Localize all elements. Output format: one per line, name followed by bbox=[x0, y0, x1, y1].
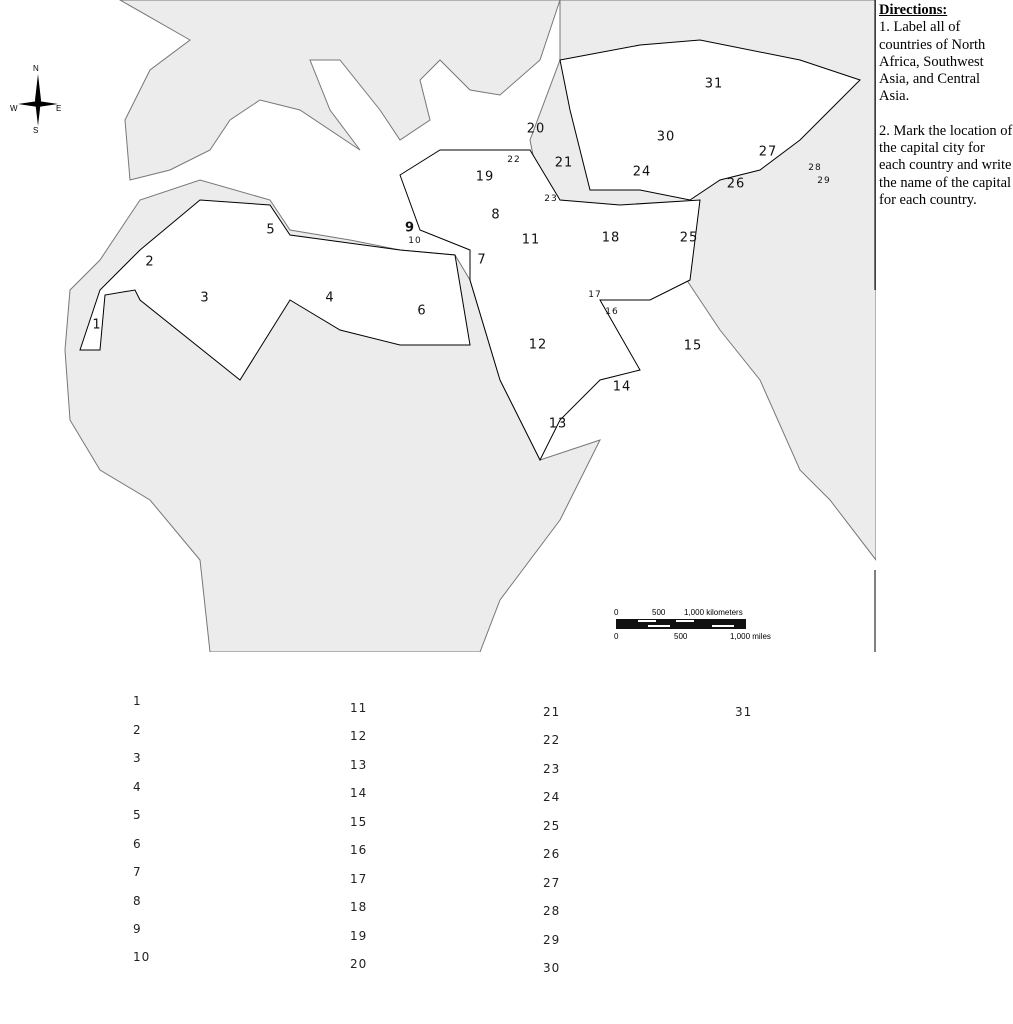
compass-rose bbox=[10, 64, 65, 139]
answer-item: 30 bbox=[543, 961, 561, 975]
answer-item: 5 bbox=[133, 808, 142, 822]
scale-km-500: 500 bbox=[652, 608, 666, 617]
answer-item: 8 bbox=[133, 894, 142, 908]
directions-step-1: 1. Label all of countries of North Africa, Southwest Asia, and Central Asia. bbox=[879, 19, 986, 105]
answer-item: 19 bbox=[350, 929, 368, 943]
scale-mi-1000: 1,000 miles bbox=[730, 632, 771, 641]
map-label: 20 bbox=[526, 121, 546, 137]
answer-item: 3 bbox=[133, 751, 142, 765]
answer-item: 27 bbox=[543, 876, 561, 890]
scale-km-1000: 1,000 kilometers bbox=[684, 608, 743, 617]
map-label: 23 bbox=[544, 194, 558, 204]
answer-item: 9 bbox=[133, 922, 142, 936]
answer-item: 25 bbox=[543, 819, 561, 833]
map-label: 4 bbox=[325, 290, 335, 306]
map-label: 19 bbox=[475, 169, 495, 185]
answer-item: 16 bbox=[350, 843, 368, 857]
answer-item: 22 bbox=[543, 733, 561, 747]
answer-item: 10 bbox=[133, 950, 151, 964]
scale-mi-500: 500 bbox=[674, 632, 688, 641]
map-label: 12 bbox=[528, 337, 548, 353]
directions-step-2: 2. Mark the location of the capital city for each country and write the name of the capital for each country. bbox=[879, 122, 1013, 208]
compass-s: S bbox=[33, 126, 39, 135]
answer-item: 17 bbox=[350, 872, 368, 886]
answer-item: 28 bbox=[543, 904, 561, 918]
scale-bar bbox=[612, 608, 787, 648]
directions-panel bbox=[879, 2, 1013, 226]
map-label: 14 bbox=[612, 379, 632, 395]
answer-item: 26 bbox=[543, 847, 561, 861]
answer-item: 21 bbox=[543, 705, 561, 719]
map-label: 27 bbox=[758, 144, 778, 160]
map-label: 28 bbox=[808, 163, 822, 173]
map-label: 1 bbox=[92, 317, 102, 333]
map-label: 21 bbox=[554, 155, 574, 171]
answer-item: 6 bbox=[133, 837, 142, 851]
answer-item: 15 bbox=[350, 815, 368, 829]
map-label: 11 bbox=[521, 232, 541, 248]
map-label: 13 bbox=[548, 416, 568, 432]
map-label: 5 bbox=[266, 222, 276, 238]
answer-item: 11 bbox=[350, 701, 368, 715]
answer-item: 4 bbox=[133, 780, 142, 794]
answer-item: 23 bbox=[543, 762, 561, 776]
map-label: 22 bbox=[507, 155, 521, 165]
map-label: 16 bbox=[605, 307, 619, 317]
answer-item: 2 bbox=[133, 723, 142, 737]
answer-item: 1 bbox=[133, 694, 142, 708]
directions-heading: Directions: bbox=[879, 2, 948, 18]
map-label: 3 bbox=[200, 290, 210, 306]
map-label: 6 bbox=[417, 303, 427, 319]
scale-mi-0: 0 bbox=[614, 632, 619, 641]
compass-w: W bbox=[10, 104, 18, 113]
map-label: 24 bbox=[632, 164, 652, 180]
map-label: 15 bbox=[683, 338, 703, 354]
answer-item: 14 bbox=[350, 786, 368, 800]
map-label: 25 bbox=[679, 230, 699, 246]
map-label: 8 bbox=[491, 207, 501, 223]
answer-item: 18 bbox=[350, 900, 368, 914]
compass-n: N bbox=[33, 64, 39, 73]
map-label: 10 bbox=[408, 236, 422, 246]
scale-km-0: 0 bbox=[614, 608, 619, 617]
answer-item: 20 bbox=[350, 957, 368, 971]
map-label: 9 bbox=[404, 220, 416, 236]
map-label: 31 bbox=[704, 76, 724, 92]
map-label: 30 bbox=[656, 129, 676, 145]
map-label: 2 bbox=[145, 254, 155, 270]
map-label: 17 bbox=[588, 290, 602, 300]
map-label: 26 bbox=[726, 176, 746, 192]
answer-item: 31 bbox=[735, 705, 753, 719]
compass-e: E bbox=[56, 104, 62, 113]
compass-star-icon bbox=[18, 74, 58, 126]
map-label: 7 bbox=[477, 252, 487, 268]
answer-item: 13 bbox=[350, 758, 368, 772]
answer-item: 12 bbox=[350, 729, 368, 743]
answer-item: 24 bbox=[543, 790, 561, 804]
map-label: 29 bbox=[817, 176, 831, 186]
answer-item: 7 bbox=[133, 865, 142, 879]
answer-item: 29 bbox=[543, 933, 561, 947]
map-label: 18 bbox=[601, 230, 621, 246]
scale-bar-graphic bbox=[616, 619, 746, 629]
